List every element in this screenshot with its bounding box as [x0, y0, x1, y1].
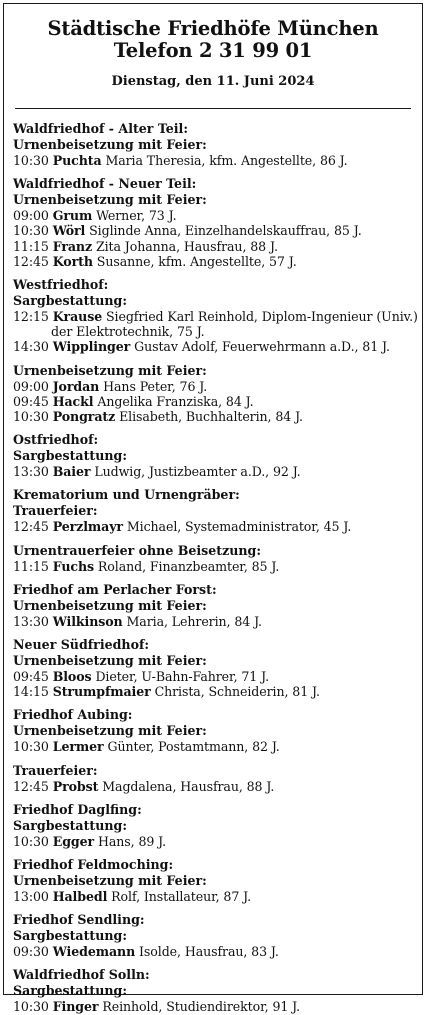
entry-details: Günter, Postamtmann, 82 J.: [107, 739, 280, 755]
title-line-1: Städtische Friedhöfe München: [47, 17, 379, 40]
entry-details: Werner, 73 J.: [96, 208, 177, 224]
cemetery-name: Friedhof Feldmoching:: [13, 857, 174, 873]
burial-entry: [13, 309, 422, 324]
entry-surname: Finger: [52, 999, 99, 1015]
entry-surname: Pongratz: [52, 409, 116, 425]
entry-time: 10:30: [13, 409, 49, 425]
entry-details: Angelika Franziska, 84 J.: [97, 393, 254, 409]
cemetery-section: [13, 582, 422, 629]
notice-header: [4, 4, 422, 90]
cemetery-section: [13, 487, 422, 534]
notice-frame: [3, 3, 423, 1015]
burial-entry: [13, 239, 422, 254]
cemetery-name: Friedhof am Perlacher Forst:: [13, 581, 217, 597]
entry-details: Siegfried Karl Reinhold, Diplom-Ingenieur (Univ.): [106, 309, 418, 325]
entry-time: 09:45: [13, 393, 49, 409]
schedule-list: [4, 109, 422, 1015]
entry-details: Gustav Adolf, Feuerwehrmann a.D., 81 J.: [134, 339, 390, 355]
entry-surname: Wipplinger: [52, 339, 131, 355]
entry-surname: Wiedemann: [52, 944, 136, 960]
service-type: Trauerfeier:: [13, 762, 98, 778]
cemetery-section: [13, 912, 422, 959]
entry-time: 09:00: [13, 378, 49, 394]
cemetery-section: [13, 637, 422, 699]
entry-surname: Perzlmayr: [52, 519, 123, 535]
entry-time: 13:00: [13, 889, 49, 905]
entry-time: 12:45: [13, 253, 49, 269]
entry-details-continued: der Elektrotechnik, 75 J.: [51, 324, 205, 340]
entry-surname: Hackl: [52, 393, 94, 409]
notice-date: Dienstag, den 11. Juni 2024: [111, 74, 315, 89]
burial-entry: [13, 559, 422, 574]
cemetery-name: Westfriedhof:: [13, 277, 109, 293]
entry-surname: Baier: [52, 464, 91, 480]
entry-time: 11:15: [13, 238, 49, 254]
cemetery-name: Friedhof Sendling:: [13, 912, 145, 928]
service-type: Urnenbeisetzung mit Feier:: [13, 653, 207, 669]
cemetery-section: [13, 176, 422, 269]
entry-surname: Egger: [52, 833, 95, 849]
cemetery-name: Waldfriedhof - Alter Teil:: [13, 121, 188, 136]
entry-surname: Franz: [52, 238, 93, 254]
entry-surname: Wilkinson: [52, 613, 123, 629]
entry-surname: Grum: [52, 208, 93, 224]
entry-surname: Bloos: [52, 669, 92, 685]
entry-details: Hans, 89 J.: [97, 833, 167, 849]
service-type: Urnentrauerfeier ohne Beisetzung:: [13, 542, 261, 558]
entry-time: 10:30: [13, 833, 49, 849]
burial-entry: [13, 254, 422, 269]
entry-details: Magdalena, Hausfrau, 88 J.: [102, 778, 275, 794]
burial-entry: [13, 379, 422, 394]
service-type: Urnenbeisetzung mit Feier:: [13, 362, 207, 378]
burial-entry: [13, 409, 422, 424]
cemetery-section: [13, 763, 422, 794]
service-type: Sargbestattung:: [13, 928, 127, 944]
cemetery-section: [13, 543, 422, 574]
entry-surname: Fuchs: [52, 558, 94, 574]
cemetery-name: Waldfriedhof - Neuer Teil:: [13, 176, 197, 192]
cemetery-section: [13, 802, 422, 849]
entry-time: 09:45: [13, 669, 49, 685]
burial-entry: [13, 889, 422, 904]
entry-time: 13:30: [13, 464, 49, 480]
entry-time: 14:15: [13, 684, 49, 700]
entry-time: 10:30: [13, 153, 49, 168]
entry-details: Hans Peter, 76 J.: [103, 378, 208, 394]
cemetery-section: [13, 432, 422, 479]
burial-entry: [13, 999, 422, 1014]
entry-surname: Krause: [52, 309, 103, 325]
entry-time: 10:30: [13, 999, 49, 1015]
burial-entry: [13, 614, 422, 629]
burial-entry: [13, 394, 422, 409]
entry-details: Zita Johanna, Hausfrau, 88 J.: [95, 238, 278, 254]
entry-details: Dieter, U-Bahn-Fahrer, 71 J.: [95, 669, 269, 685]
cemetery-section: [13, 967, 422, 1014]
entry-details: Maria Theresia, kfm. Angestellte, 86 J.: [105, 153, 348, 168]
burial-entry: [13, 944, 422, 959]
cemetery-section: [13, 277, 422, 355]
burial-entry: [13, 739, 422, 754]
service-type: Urnenbeisetzung mit Feier:: [13, 873, 207, 889]
burial-entry: [13, 519, 422, 534]
burial-entry: [13, 339, 422, 354]
service-type: Urnenbeisetzung mit Feier:: [13, 597, 207, 613]
entry-details: Elisabeth, Buchhalterin, 84 J.: [119, 409, 303, 425]
burial-entry: [13, 834, 422, 849]
service-type: Sargbestattung:: [13, 983, 127, 999]
service-type: Trauerfeier:: [13, 503, 98, 519]
cemetery-name: Neuer Südfriedhof:: [13, 637, 150, 653]
service-type: Sargbestattung:: [13, 293, 127, 309]
burial-entry: [13, 684, 422, 699]
cemetery-name: Waldfriedhof Solln:: [13, 967, 150, 983]
entry-details: Maria, Lehrerin, 84 J.: [126, 613, 262, 629]
burial-entry: [13, 779, 422, 794]
entry-details: Susanne, kfm. Angestellte, 57 J.: [96, 253, 297, 269]
entry-surname: Strumpfmaier: [52, 684, 151, 700]
entry-time: 11:15: [13, 558, 49, 574]
entry-time: 10:30: [13, 223, 49, 239]
cemetery-name: Friedhof Aubing:: [13, 707, 133, 723]
cemetery-section: [13, 857, 422, 904]
entry-surname: Korth: [52, 253, 93, 269]
burial-entry-continuation: [13, 324, 422, 339]
burial-entry: [13, 464, 422, 479]
entry-surname: Jordan: [52, 378, 100, 394]
entry-time: 12:45: [13, 519, 49, 535]
cemetery-name: Krematorium und Urnengräber:: [13, 487, 240, 503]
entry-surname: Puchta: [52, 153, 102, 168]
burial-entry: [13, 223, 422, 238]
service-type: Sargbestattung:: [13, 448, 127, 464]
entry-time: 12:45: [13, 778, 49, 794]
burial-entry: [13, 153, 422, 168]
burial-entry: [13, 669, 422, 684]
entry-surname: Probst: [52, 778, 99, 794]
entry-time: 13:30: [13, 613, 49, 629]
cemetery-section: [13, 707, 422, 754]
entry-details: Reinhold, Studiendirektor, 91 J.: [102, 999, 301, 1015]
entry-details: Siglinde Anna, Einzelhandelskauffrau, 85 J.: [89, 223, 362, 239]
service-type: Urnenbeisetzung mit Feier:: [13, 192, 207, 208]
cemetery-section: [13, 363, 422, 425]
service-type: Urnenbeisetzung mit Feier:: [13, 723, 207, 739]
service-type: Sargbestattung:: [13, 817, 127, 833]
entry-time: 09:30: [13, 944, 49, 960]
entry-details: Michael, Systemadministrator, 45 J.: [126, 519, 352, 535]
service-type: Urnenbeisetzung mit Feier:: [13, 137, 207, 152]
entry-time: 14:30: [13, 339, 49, 355]
entry-details: Roland, Finanzbeamter, 85 J.: [97, 558, 280, 574]
entry-details: Christa, Schneiderin, 81 J.: [154, 684, 320, 700]
entry-time: 10:30: [13, 739, 49, 755]
entry-time: 12:15: [13, 309, 49, 325]
burial-entry: [13, 208, 422, 223]
entry-details: Rolf, Installateur, 87 J.: [111, 889, 252, 905]
cemetery-name: Ostfriedhof:: [13, 432, 99, 448]
entry-surname: Wörl: [52, 223, 86, 239]
entry-details: Isolde, Hausfrau, 83 J.: [139, 944, 279, 960]
cemetery-name: Friedhof Daglfing:: [13, 801, 142, 817]
entry-surname: Halbedl: [52, 889, 108, 905]
cemetery-section: [13, 121, 422, 168]
entry-time: 09:00: [13, 208, 49, 224]
title-line-2: Telefon 2 31 99 01: [113, 39, 313, 62]
entry-surname: Lermer: [52, 739, 104, 755]
entry-details: Ludwig, Justizbeamter a.D., 92 J.: [94, 464, 301, 480]
